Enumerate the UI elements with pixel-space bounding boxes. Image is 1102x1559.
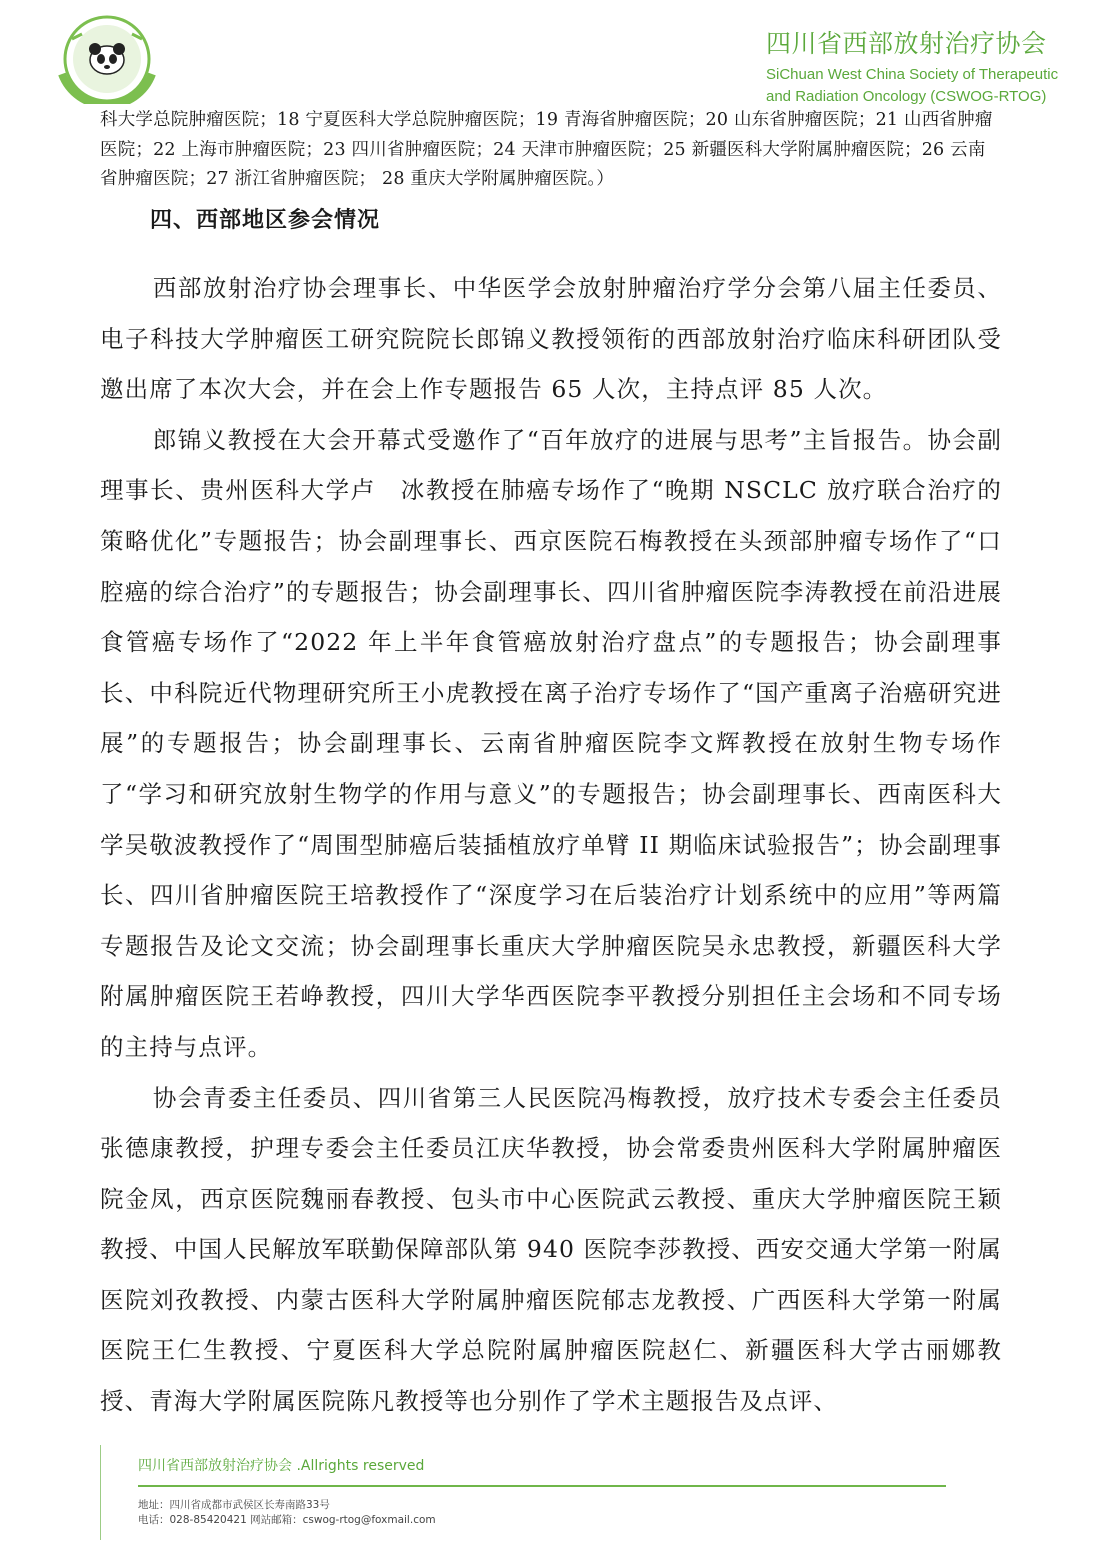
hospital-list-continuation: 科大学总院肿瘤医院；18 宁夏医科大学总院肿瘤医院；19 青海省肿瘤医院；20 山东省肿瘤医院；21 山西省肿瘤医院；22 上海市肿瘤医院；23 四川省肿瘤医院；24 天津市肿瘤医院；25 新疆医科大学附属肿瘤医院；26 云南省肿瘤医院；27 浙江省肿瘤医院； 28 重庆大学附属肿瘤医院。）: [100, 110, 993, 189]
association-logo: [52, 14, 162, 104]
document-body: [100, 263, 1002, 1427]
org-name-en-line2: and Radiation Oncology (CSWOG-RTOG): [766, 88, 1047, 105]
footer-address: 地址：四川省成都市武侯区长寿南路33号: [138, 1499, 330, 1511]
footer-vertical-divider: [100, 1445, 101, 1540]
footer-copyright: 四川省西部放射治疗协会 .Allrights reserved: [138, 1458, 425, 1474]
paragraph-3: 协会青委主任委员、四川省第三人民医院冯梅教授，放疗技术专委会主任委员张德康教授，护理专委会主任委员江庆华教授，协会常委贵州医科大学附属肿瘤医院金凤，西京医院魏丽春教授、包头市中心医院武云教授、重庆大学肿瘤医院王颖教授、中国人民解放军联勤保障部队第 940 医院李莎教授、西安交通大学第一附属医院刘孜教授、内蒙古医科大学附属肿瘤医院郁志龙教授、广西医科大学第一附属医院王仁生教授、宁夏医科大学总院附属肿瘤医院赵仁、新疆医科大学古丽娜教授、青海大学附属医院陈凡教授等也分别作了学术主题报告及点评、: [100, 1083, 1002, 1416]
footer-divider: [138, 1485, 946, 1487]
footer-contact: 电话：028-85420421 网站邮箱：cswog-rtog@foxmail.com: [138, 1514, 436, 1526]
paragraph-1: 西部放射治疗协会理事长、中华医学会放射肿瘤治疗学分会第八届主任委员、电子科技大学肿瘤医工研究院院长郎锦义教授领衔的西部放射治疗临床科研团队受邀出席了本次大会，并在会上作专题报告 65 人次，主持点评 85 人次。: [100, 274, 1002, 404]
org-name-en: [766, 64, 1066, 108]
org-name-en-line1: SiChuan West China Society of Therapeutic: [766, 66, 1059, 83]
org-name-cn: 四川省西部放射治疗协会: [766, 29, 1047, 58]
section-title: 四、西部地区参会情况: [150, 208, 381, 233]
page-footer: [100, 1445, 950, 1545]
panda-logo-icon: [52, 14, 162, 104]
paragraph-2: 郎锦义教授在大会开幕式受邀作了“百年放疗的进展与思考”主旨报告。协会副理事长、贵州医科大学卢 冰教授在肺癌专场作了“晚期 NSCLC 放疗联合治疗的策略优化”专题报告；协会副理事长、西京医院石梅教授在头颈部肿瘤专场作了“口腔癌的综合治疗”的专题报告；协会副理事长、四川省肿瘤医院李涛教授在前沿进展食管癌专场作了“2022 年上半年食管癌放射治疗盘点”的专题报告；协会副理事长、中科院近代物理研究所王小虎教授在离子治疗专场作了“国产重离子治癌研究进展”的专题报告；协会副理事长、云南省肿瘤医院李文辉教授在放射生物专场作了“学习和研究放射生物学的作用与意义”的专题报告；协会副理事长、西南医科大学吴敬波教授作了“周围型肺癌后装插植放疗单臂 II 期临床试验报告”；协会副理事长、四川省肿瘤医院王培教授作了“深度学习在后装治疗计划系统中的应用”等两篇专题报告及论文交流；协会副理事长重庆大学肿瘤医院吴永忠教授，新疆医科大学附属肿瘤医院王若峥教授，四川大学华西医院李平教授分别担任主会场和不同专场的主持与点评。: [100, 425, 1002, 1061]
